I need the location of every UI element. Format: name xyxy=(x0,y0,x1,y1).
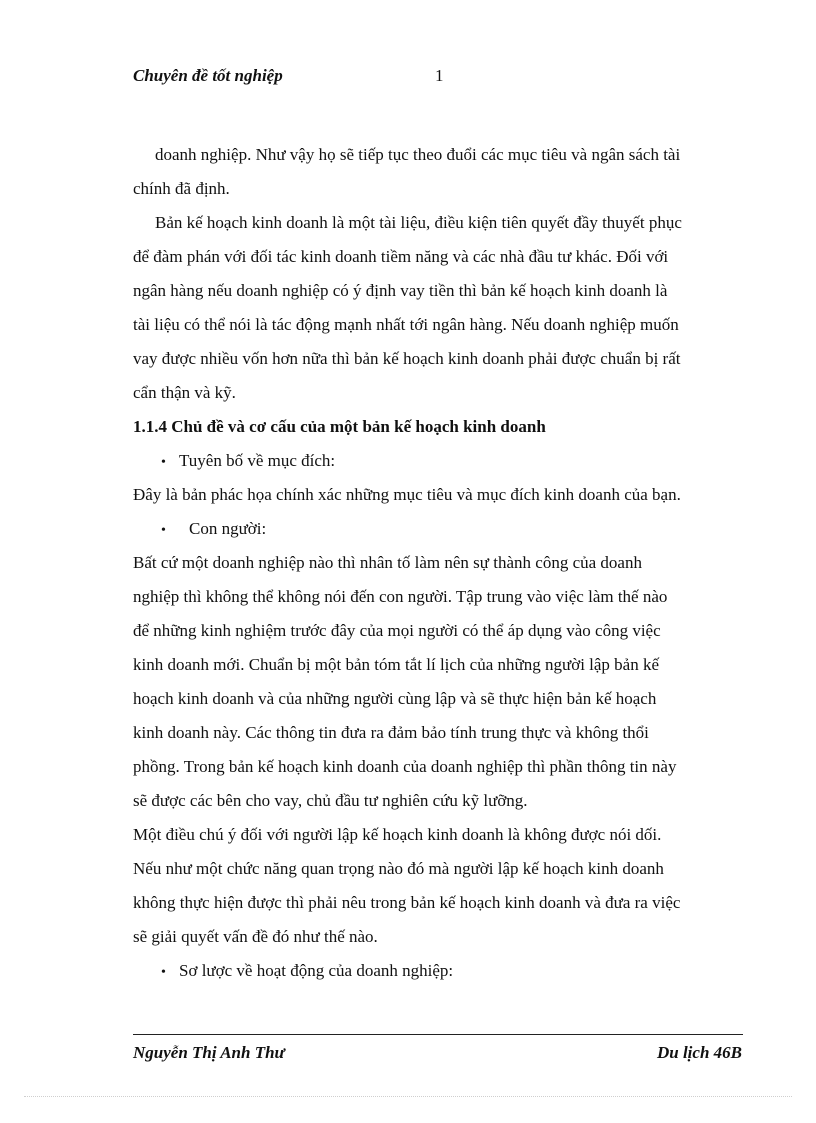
paragraph-line: chính đã định. xyxy=(133,179,230,198)
bullet-icon: • xyxy=(161,455,166,470)
footer-class: Du lịch 46B xyxy=(656,1043,742,1062)
paragraph-line: vay được nhiều vốn hơn nữa thì bản kế hoạch kinh doanh phải được chuẩn bị rất xyxy=(133,349,681,368)
paragraph-line: hoạch kinh doanh và của những người cùng lập và sẽ thực hiện bản kế hoạch xyxy=(133,689,657,708)
paragraph-line: ngân hàng nếu doanh nghiệp có ý định vay tiền thì bản kế hoạch kinh doanh là xyxy=(133,281,668,300)
footer-author: Nguyễn Thị Anh Thư xyxy=(133,1043,285,1062)
page-bottom-border xyxy=(24,1096,792,1097)
paragraph-line: doanh nghiệp. Như vậy họ sẽ tiếp tục theo đuổi các mục tiêu và ngân sách tài xyxy=(155,145,681,164)
paragraph-line: tài liệu có thể nói là tác động mạnh nhất tới ngân hàng. Nếu doanh nghiệp muốn xyxy=(133,315,679,334)
header-title: Chuyên đề tốt nghiệp xyxy=(133,66,283,85)
paragraph-line: sẽ giải quyết vấn đề đó như thế nào. xyxy=(133,927,378,946)
paragraph-line: cẩn thận và kỹ. xyxy=(133,383,236,402)
bullet-item-purpose: Tuyên bố về mục đích: xyxy=(179,451,336,470)
paragraph-line: Bất cứ một doanh nghiệp nào thì nhân tố làm nên sự thành công của doanh xyxy=(133,553,642,572)
paragraph-line: phồng. Trong bản kế hoạch kinh doanh của doanh nghiệp thì phần thông tin này xyxy=(133,757,677,776)
paragraph-line: nghiệp thì không thể không nói đến con người. Tập trung vào việc làm thế nào xyxy=(133,587,668,606)
footer-divider xyxy=(133,1034,743,1035)
paragraph-line: kinh doanh này. Các thông tin đưa ra đảm bảo tính trung thực và không thổi xyxy=(133,723,649,742)
paragraph-line: kinh doanh mới. Chuẩn bị một bản tóm tắt lí lịch của những người lập bản kế xyxy=(133,655,660,674)
paragraph-line: để những kinh nghiệm trước đây của mọi người có thể áp dụng vào công việc xyxy=(133,621,661,640)
bullet-item-people: Con người: xyxy=(189,519,267,538)
paragraph-line: Một điều chú ý đối với người lập kế hoạch kinh doanh là không được nói dối. xyxy=(133,825,662,844)
paragraph-line: Bản kế hoạch kinh doanh là một tài liệu, điều kiện tiên quyết đầy thuyết phục xyxy=(155,213,682,232)
paragraph-line: Đây là bản phác họa chính xác những mục tiêu và mục đích kinh doanh của bạn. xyxy=(133,485,681,504)
paragraph-line: không thực hiện được thì phải nêu trong bản kế hoạch kinh doanh và đưa ra việc xyxy=(133,893,681,912)
page-number: 1 xyxy=(435,66,444,85)
paragraph-line: Nếu như một chức năng quan trọng nào đó mà người lập kế hoạch kinh doanh xyxy=(133,859,664,878)
bullet-icon: • xyxy=(161,965,166,980)
bullet-item-operations: Sơ lược về hoạt động của doanh nghiệp: xyxy=(179,961,454,980)
section-heading: 1.1.4 Chủ đề và cơ cấu của một bản kế hoạch kinh doanh xyxy=(133,417,546,436)
paragraph-line: để đàm phán với đối tác kinh doanh tiềm năng và các nhà đầu tư khác. Đối với xyxy=(133,247,669,266)
paragraph-line: sẽ được các bên cho vay, chủ đầu tư nghiên cứu kỹ lưỡng. xyxy=(133,791,528,810)
bullet-icon: • xyxy=(161,523,166,538)
